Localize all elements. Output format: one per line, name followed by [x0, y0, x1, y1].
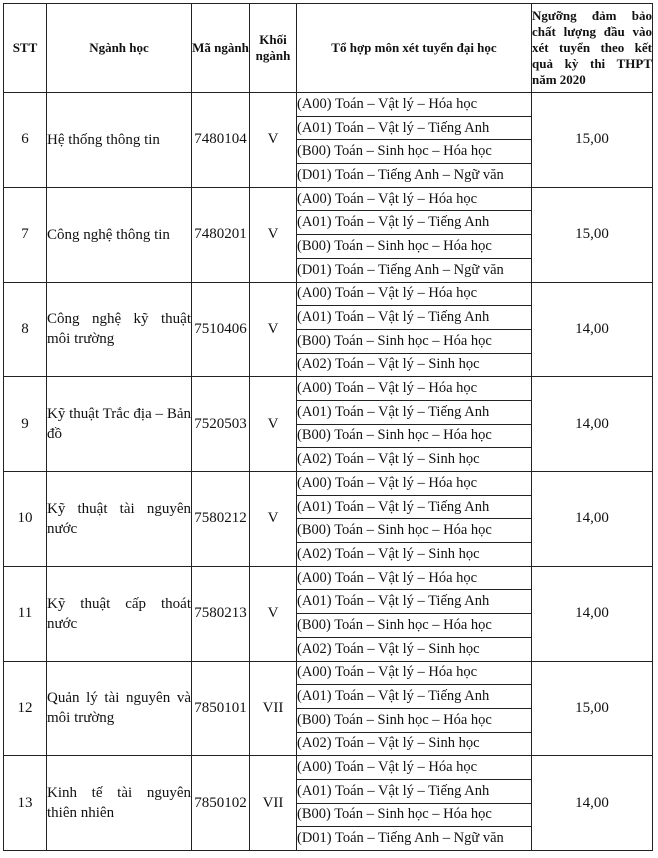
header-block: Khối ngành [250, 4, 297, 93]
header-major: Ngành học [47, 4, 192, 93]
major-block: V [250, 566, 297, 661]
major-code: 7850102 [192, 756, 250, 851]
major-name: Kỹ thuật Trắc địa – Bản đồ [47, 377, 192, 472]
subject-combo: (A01) Toán – Vật lý – Tiếng Anh [297, 590, 532, 614]
subject-combo: (D01) Toán – Tiếng Anh – Ngữ văn [297, 164, 532, 188]
subject-combo: (A01) Toán – Vật lý – Tiếng Anh [297, 211, 532, 235]
subject-combo: (A01) Toán – Vật lý – Tiếng Anh [297, 779, 532, 803]
table-row [4, 282, 653, 306]
subject-combo: (B00) Toán – Sinh học – Hóa học [297, 519, 532, 543]
row-stt: 8 [4, 282, 47, 377]
subject-combo: (A00) Toán – Vật lý – Hóa học [297, 187, 532, 211]
subject-combo: (A00) Toán – Vật lý – Hóa học [297, 566, 532, 590]
subject-combo: (A01) Toán – Vật lý – Tiếng Anh [297, 400, 532, 424]
subject-combo: (B00) Toán – Sinh học – Hóa học [297, 803, 532, 827]
row-stt: 9 [4, 377, 47, 472]
major-code: 7580212 [192, 472, 250, 567]
subject-combo: (A00) Toán – Vật lý – Hóa học [297, 282, 532, 306]
major-name: Công nghệ kỹ thuật môi trường [47, 282, 192, 377]
threshold-score: 15,00 [532, 187, 653, 282]
major-block: VII [250, 661, 297, 756]
row-stt: 10 [4, 472, 47, 567]
major-code: 7510406 [192, 282, 250, 377]
subject-combo: (D01) Toán – Tiếng Anh – Ngữ văn [297, 258, 532, 282]
subject-combo: (A00) Toán – Vật lý – Hóa học [297, 93, 532, 117]
major-name: Kinh tế tài nguyên thiên nhiên [47, 756, 192, 851]
subject-combo: (A00) Toán – Vật lý – Hóa học [297, 377, 532, 401]
row-stt: 13 [4, 756, 47, 851]
subject-combo: (A02) Toán – Vật lý – Sinh học [297, 448, 532, 472]
major-block: V [250, 187, 297, 282]
table-row [4, 566, 653, 590]
row-stt: 12 [4, 661, 47, 756]
subject-combo: (A02) Toán – Vật lý – Sinh học [297, 732, 532, 756]
major-name: Công nghệ thông tin [47, 187, 192, 282]
subject-combo: (B00) Toán – Sinh học – Hóa học [297, 424, 532, 448]
major-code: 7850101 [192, 661, 250, 756]
subject-combo: (A02) Toán – Vật lý – Sinh học [297, 637, 532, 661]
subject-combo: (A00) Toán – Vật lý – Hóa học [297, 472, 532, 496]
major-block: V [250, 282, 297, 377]
major-name: Kỹ thuật cấp thoát nước [47, 566, 192, 661]
table-row [4, 377, 653, 401]
table-row [4, 187, 653, 211]
table-row [4, 93, 653, 117]
threshold-score: 14,00 [532, 377, 653, 472]
subject-combo: (A01) Toán – Vật lý – Tiếng Anh [297, 495, 532, 519]
subject-combo: (B00) Toán – Sinh học – Hóa học [297, 329, 532, 353]
table-row [4, 661, 653, 685]
subject-combo: (A02) Toán – Vật lý – Sinh học [297, 543, 532, 567]
table-row [4, 756, 653, 780]
row-stt: 7 [4, 187, 47, 282]
row-stt: 6 [4, 93, 47, 188]
header-row [4, 4, 653, 93]
major-code: 7480104 [192, 93, 250, 188]
major-code: 7580213 [192, 566, 250, 661]
threshold-score: 15,00 [532, 93, 653, 188]
row-stt: 11 [4, 566, 47, 661]
subject-combo: (A01) Toán – Vật lý – Tiếng Anh [297, 685, 532, 709]
major-name: Quản lý tài nguyên và môi trường [47, 661, 192, 756]
header-combos: Tổ hợp môn xét tuyển đại học [297, 4, 532, 93]
subject-combo: (A01) Toán – Vật lý – Tiếng Anh [297, 306, 532, 330]
threshold-score: 14,00 [532, 472, 653, 567]
major-name: Kỹ thuật tài nguyên nước [47, 472, 192, 567]
table-row [4, 472, 653, 496]
header-stt: STT [4, 4, 47, 93]
major-code: 7520503 [192, 377, 250, 472]
subject-combo: (D01) Toán – Tiếng Anh – Ngữ văn [297, 827, 532, 851]
major-block: V [250, 93, 297, 188]
header-threshold: Ngưỡng đảm bảo chất lượng đầu vào xét tuyển theo kết quả kỳ thi THPT năm 2020 [532, 4, 653, 93]
threshold-score: 14,00 [532, 756, 653, 851]
major-block: VII [250, 756, 297, 851]
subject-combo: (B00) Toán – Sinh học – Hóa học [297, 708, 532, 732]
subject-combo: (B00) Toán – Sinh học – Hóa học [297, 235, 532, 259]
header-code: Mã ngành [192, 4, 250, 93]
subject-combo: (B00) Toán – Sinh học – Hóa học [297, 614, 532, 638]
threshold-score: 15,00 [532, 661, 653, 756]
major-name: Hệ thống thông tin [47, 93, 192, 188]
major-block: V [250, 377, 297, 472]
subject-combo: (A00) Toán – Vật lý – Hóa học [297, 661, 532, 685]
threshold-score: 14,00 [532, 282, 653, 377]
subject-combo: (A01) Toán – Vật lý – Tiếng Anh [297, 116, 532, 140]
subject-combo: (A00) Toán – Vật lý – Hóa học [297, 756, 532, 780]
major-block: V [250, 472, 297, 567]
admission-table [3, 3, 653, 851]
threshold-score: 14,00 [532, 566, 653, 661]
subject-combo: (A02) Toán – Vật lý – Sinh học [297, 353, 532, 377]
subject-combo: (B00) Toán – Sinh học – Hóa học [297, 140, 532, 164]
major-code: 7480201 [192, 187, 250, 282]
